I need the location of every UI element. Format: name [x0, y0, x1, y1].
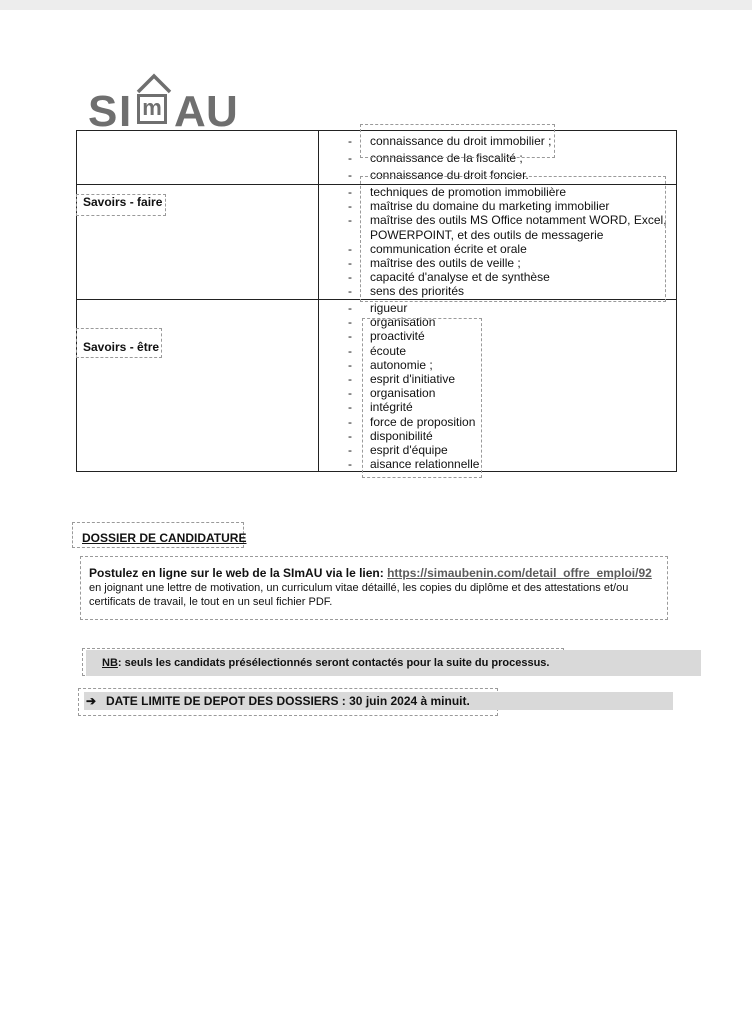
- nb-label: NB: [102, 657, 118, 669]
- list-item: POWERPOINT, et des outils de messagerie: [370, 227, 604, 242]
- row-label-savoirs-faire: Savoirs - faire: [83, 195, 163, 209]
- application-instructions: [89, 566, 659, 609]
- logo-letter-u: U: [206, 87, 238, 136]
- list-item: - maîtrise des outils de veille ;: [348, 256, 521, 271]
- selection-box: [362, 318, 482, 478]
- list-item: - maîtrise des outils MS Office notamment WORD, Excel,: [348, 213, 667, 228]
- list-item: - intégrité: [348, 400, 413, 415]
- logo-letter-m: m: [137, 94, 167, 124]
- list-item: - écoute: [348, 343, 407, 358]
- simau-logo: [88, 70, 258, 136]
- list-item: - capacité d'analyse et de synthèse: [348, 270, 550, 285]
- apply-rest-text: en joignant une lettre de motivation, un curriculum vitae détaillé, les copies du diplôme et des attestations et/ou certificats de travail, le tout en un seul fichier PDF.: [89, 582, 629, 608]
- list-item: - maîtrise du domaine du marketing immobilier: [348, 199, 610, 214]
- list-item: - rigueur: [348, 301, 408, 315]
- house-roof-icon: [132, 70, 176, 96]
- nb-notice: [86, 650, 701, 676]
- selection-box: [360, 176, 666, 302]
- selection-box: [76, 194, 166, 216]
- row-label-savoirs-etre: Savoirs - être: [83, 340, 160, 354]
- list-item: - proactivité: [348, 329, 425, 344]
- list-item: - autonomie ;: [348, 357, 433, 372]
- logo-letter-i: I: [119, 87, 132, 136]
- list-item: - organisation: [348, 386, 436, 401]
- apply-lead-text: Postulez en ligne sur le web de la SImAU via le lien:: [89, 566, 388, 580]
- list-item: - sens des priorités: [348, 284, 465, 299]
- logo-letter-a: A: [174, 87, 206, 136]
- list-item: - organisation: [348, 315, 436, 330]
- selection-box: [360, 124, 555, 158]
- deadline-text: DATE LIMITE DE DEPOT DES DOSSIERS : 30 juin 2024 à minuit.: [106, 694, 470, 708]
- list-item: - disponibilité: [348, 428, 433, 443]
- list-item: - techniques de promotion immobilière: [348, 185, 567, 199]
- application-link[interactable]: https://simaubenin.com/detail_offre_emploi/92: [387, 566, 652, 580]
- table-column-divider: [318, 131, 319, 471]
- list-item: - force de proposition: [348, 414, 476, 429]
- list-item: - esprit d'équipe: [348, 443, 448, 458]
- deadline-banner: [84, 692, 673, 710]
- logo-letter-s: S: [88, 87, 118, 136]
- nb-text: : seuls les candidats présélectionnés seront contactés pour la suite du processus.: [117, 657, 550, 669]
- arrow-right-icon: ➔: [86, 694, 97, 708]
- list-item: - communication écrite et orale: [348, 241, 527, 256]
- list-item: - connaissance du droit foncier.: [348, 168, 529, 183]
- list-item: - connaissance du droit immobilier ;: [348, 134, 552, 148]
- section-title-dossier: DOSSIER DE CANDIDATURE: [82, 531, 247, 545]
- selection-box: [76, 328, 162, 358]
- list-item: - esprit d'initiative: [348, 372, 455, 387]
- top-bar: [0, 0, 752, 10]
- list-item: - aisance relationnelle: [348, 457, 480, 472]
- list-item: - connaissance de la fiscalité ;: [348, 151, 523, 166]
